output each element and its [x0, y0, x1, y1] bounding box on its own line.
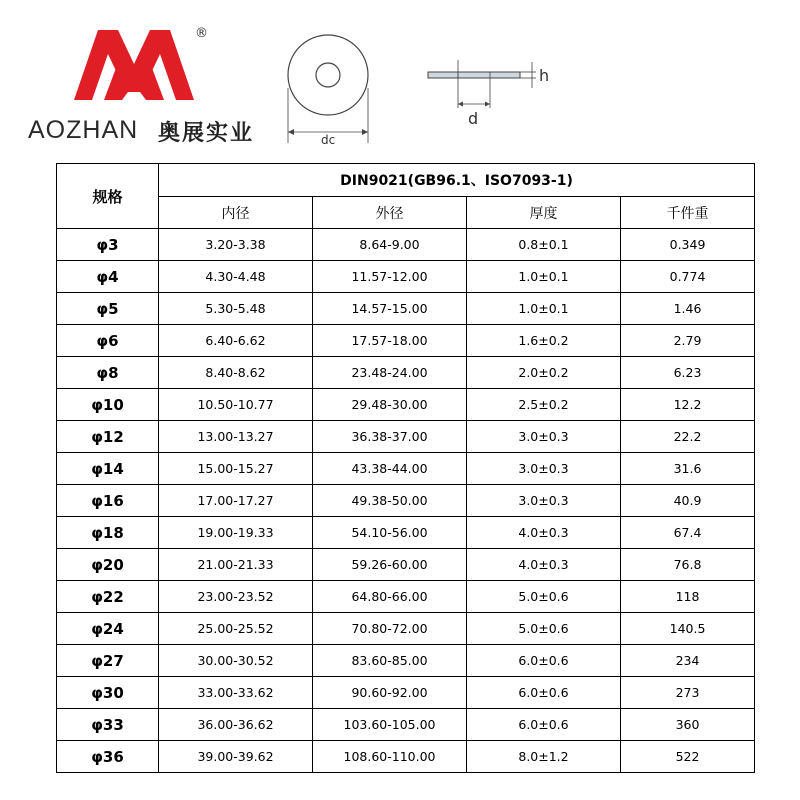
row-thickness: 2.0±0.2 — [467, 357, 621, 389]
table-body — [57, 229, 755, 773]
row-weight: 273 — [621, 677, 755, 709]
row-inner-diameter: 13.00-13.27 — [159, 421, 313, 453]
row-outer-diameter: 17.57-18.00 — [313, 325, 467, 357]
row-outer-diameter: 14.57-15.00 — [313, 293, 467, 325]
row-thickness: 4.0±0.3 — [467, 517, 621, 549]
row-outer-diameter: 43.38-44.00 — [313, 453, 467, 485]
row-weight: 6.23 — [621, 357, 755, 389]
row-weight: 31.6 — [621, 453, 755, 485]
row-thickness: 3.0±0.3 — [467, 485, 621, 517]
row-outer-diameter: 70.80-72.00 — [313, 613, 467, 645]
row-inner-diameter: 3.20-3.38 — [159, 229, 313, 261]
row-inner-diameter: 6.40-6.62 — [159, 325, 313, 357]
row-size: φ33 — [57, 709, 159, 741]
row-size: φ24 — [57, 613, 159, 645]
row-outer-diameter: 59.26-60.00 — [313, 549, 467, 581]
row-inner-diameter: 8.40-8.62 — [159, 357, 313, 389]
row-weight: 522 — [621, 741, 755, 773]
row-size: φ5 — [57, 293, 159, 325]
row-weight: 0.349 — [621, 229, 755, 261]
row-inner-diameter: 39.00-39.62 — [159, 741, 313, 773]
row-thickness: 6.0±0.6 — [467, 677, 621, 709]
row-outer-diameter: 49.38-50.00 — [313, 485, 467, 517]
row-size: φ8 — [57, 357, 159, 389]
row-thickness: 0.8±0.1 — [467, 229, 621, 261]
table-row — [57, 229, 755, 261]
table-row — [57, 709, 755, 741]
row-thickness: 1.0±0.1 — [467, 293, 621, 325]
row-thickness: 6.0±0.6 — [467, 645, 621, 677]
row-weight: 118 — [621, 581, 755, 613]
row-outer-diameter: 54.10-56.00 — [313, 517, 467, 549]
label-h: h — [539, 66, 550, 85]
row-weight: 22.2 — [621, 421, 755, 453]
row-thickness: 3.0±0.3 — [467, 421, 621, 453]
row-weight: 40.9 — [621, 485, 755, 517]
row-thickness: 3.0±0.3 — [467, 453, 621, 485]
row-outer-diameter: 103.60-105.00 — [313, 709, 467, 741]
table-row — [57, 645, 755, 677]
row-thickness: 1.6±0.2 — [467, 325, 621, 357]
row-size: φ30 — [57, 677, 159, 709]
registered-mark: ® — [195, 26, 208, 41]
row-inner-diameter: 36.00-36.62 — [159, 709, 313, 741]
row-size: φ12 — [57, 421, 159, 453]
table-row — [57, 741, 755, 773]
row-outer-diameter: 36.38-37.00 — [313, 421, 467, 453]
header-outer-diameter: 外径 — [313, 197, 467, 229]
row-inner-diameter: 5.30-5.48 — [159, 293, 313, 325]
header-weight-per-thousand: 千件重 — [621, 197, 755, 229]
row-thickness: 4.0±0.3 — [467, 549, 621, 581]
row-weight: 140.5 — [621, 613, 755, 645]
row-inner-diameter: 25.00-25.52 — [159, 613, 313, 645]
row-outer-diameter: 11.57-12.00 — [313, 261, 467, 293]
table-row — [57, 357, 755, 389]
washer-side-view-icon — [428, 60, 536, 108]
row-inner-diameter: 19.00-19.33 — [159, 517, 313, 549]
row-outer-diameter: 29.48-30.00 — [313, 389, 467, 421]
washer-spec-table — [56, 163, 755, 773]
table-row — [57, 293, 755, 325]
row-weight: 2.79 — [621, 325, 755, 357]
row-inner-diameter: 4.30-4.48 — [159, 261, 313, 293]
row-size: φ18 — [57, 517, 159, 549]
table-row — [57, 613, 755, 645]
row-size: φ27 — [57, 645, 159, 677]
row-thickness: 6.0±0.6 — [467, 709, 621, 741]
brand-name-en: AOZHAN — [28, 116, 139, 144]
header-size: 规格 — [57, 164, 159, 229]
row-weight: 1.46 — [621, 293, 755, 325]
table-row — [57, 453, 755, 485]
row-size: φ4 — [57, 261, 159, 293]
row-inner-diameter: 21.00-21.33 — [159, 549, 313, 581]
label-d: d — [468, 109, 479, 128]
row-outer-diameter: 8.64-9.00 — [313, 229, 467, 261]
row-thickness: 5.0±0.6 — [467, 613, 621, 645]
label-dc: dc — [321, 133, 336, 147]
brand-name-cn: 奥展实业 — [158, 121, 255, 146]
table-row — [57, 517, 755, 549]
row-inner-diameter: 17.00-17.27 — [159, 485, 313, 517]
row-size: φ16 — [57, 485, 159, 517]
table-row — [57, 549, 755, 581]
row-size: φ10 — [57, 389, 159, 421]
row-outer-diameter: 108.60-110.00 — [313, 741, 467, 773]
row-outer-diameter: 23.48-24.00 — [313, 357, 467, 389]
row-size: φ20 — [57, 549, 159, 581]
header-thickness: 厚度 — [467, 197, 621, 229]
header-standard: DIN9021(GB96.1、ISO7093-1) — [159, 164, 755, 197]
aozhan-logo-mark-icon — [74, 22, 194, 102]
row-size: φ6 — [57, 325, 159, 357]
table-row — [57, 325, 755, 357]
table-row — [57, 261, 755, 293]
row-weight: 360 — [621, 709, 755, 741]
row-thickness: 5.0±0.6 — [467, 581, 621, 613]
row-size: φ14 — [57, 453, 159, 485]
row-inner-diameter: 33.00-33.62 — [159, 677, 313, 709]
row-weight: 76.8 — [621, 549, 755, 581]
row-weight: 234 — [621, 645, 755, 677]
row-thickness: 2.5±0.2 — [467, 389, 621, 421]
row-size: φ36 — [57, 741, 159, 773]
table-row — [57, 485, 755, 517]
washer-diagram — [280, 28, 560, 153]
row-thickness: 1.0±0.1 — [467, 261, 621, 293]
table-row — [57, 581, 755, 613]
row-inner-diameter: 23.00-23.52 — [159, 581, 313, 613]
washer-front-view-icon — [288, 35, 368, 143]
row-size: φ3 — [57, 229, 159, 261]
table-row — [57, 677, 755, 709]
row-weight: 67.4 — [621, 517, 755, 549]
row-weight: 0.774 — [621, 261, 755, 293]
header-inner-diameter: 内径 — [159, 197, 313, 229]
row-inner-diameter: 15.00-15.27 — [159, 453, 313, 485]
row-weight: 12.2 — [621, 389, 755, 421]
row-outer-diameter: 64.80-66.00 — [313, 581, 467, 613]
table-row — [57, 389, 755, 421]
row-inner-diameter: 10.50-10.77 — [159, 389, 313, 421]
row-thickness: 8.0±1.2 — [467, 741, 621, 773]
row-outer-diameter: 83.60-85.00 — [313, 645, 467, 677]
table-row — [57, 421, 755, 453]
row-inner-diameter: 30.00-30.52 — [159, 645, 313, 677]
row-size: φ22 — [57, 581, 159, 613]
row-outer-diameter: 90.60-92.00 — [313, 677, 467, 709]
brand-logo — [28, 20, 268, 145]
